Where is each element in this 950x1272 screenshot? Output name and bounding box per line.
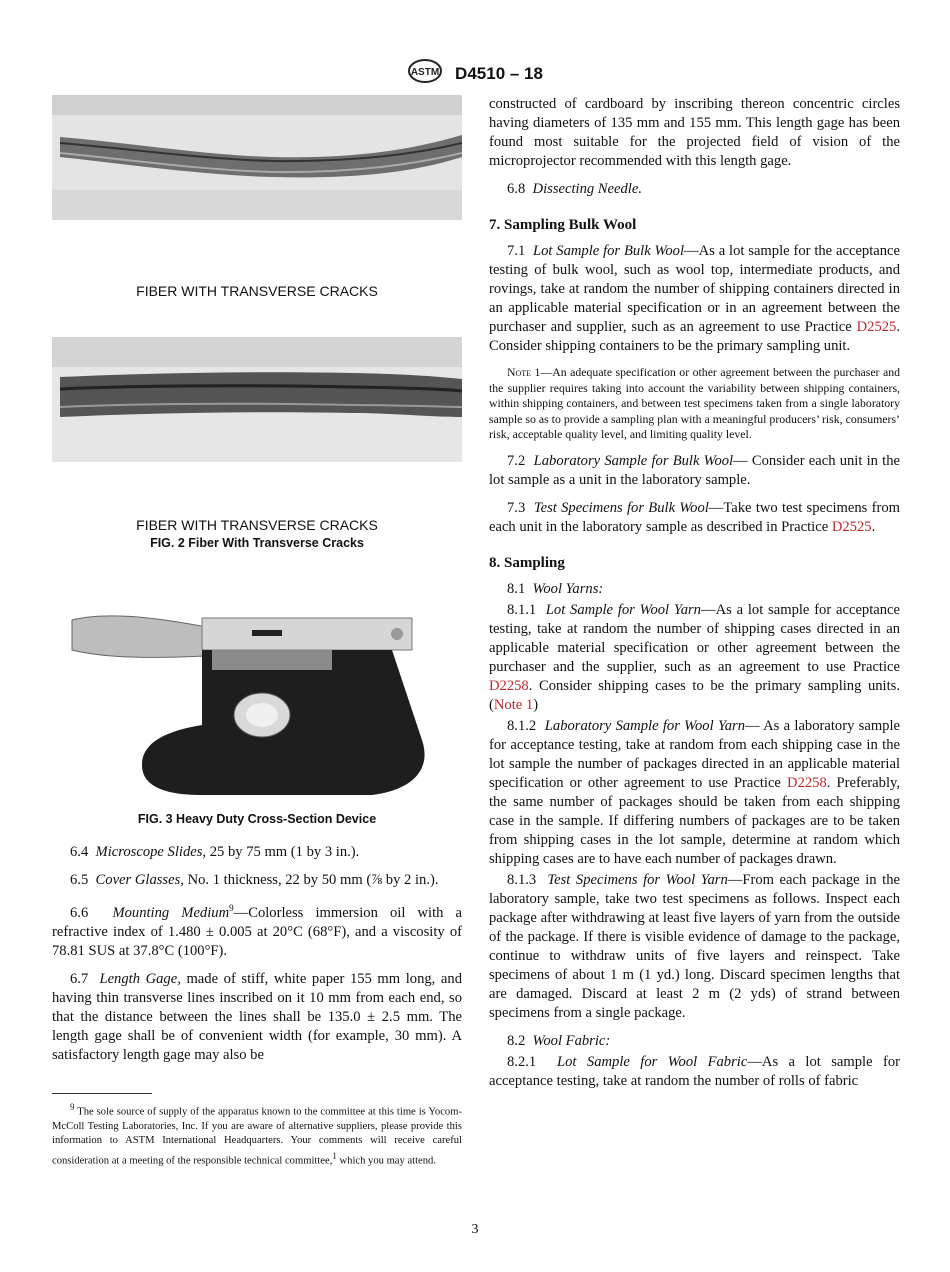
para-7-3: 7.3 Test Specimens for Bulk Wool—Take two test specimens from each unit in the laboratory sample as described in Practice D2525.	[489, 499, 900, 535]
para-8-2: 8.2 Wool Fabric:	[507, 1032, 611, 1049]
section-7-heading: 7. Sampling Bulk Wool	[489, 217, 637, 233]
svg-text:ASTM: ASTM	[410, 67, 440, 78]
page-header	[0, 58, 950, 89]
left-column	[52, 95, 462, 1169]
fiber-image-top	[52, 95, 462, 220]
link-d2525[interactable]: D2525	[856, 319, 897, 335]
note-1: Note 1—An adequate specification or other agreement between the purchaser and the supplier requires taking into account the variability between shipping containers, within shipping containers, and between test specimens taken from a single laboratory sample so as to provide a sampling plan with a meaningful producers’ risk, consumers’ risk, acceptable quality level, and limiting quality level.	[489, 365, 900, 441]
link-d2525-2[interactable]: D2525	[831, 518, 872, 535]
para-6-4: 6.4 Microscope Slides, 25 by 75 mm (1 by 3 in.).	[70, 844, 360, 860]
astm-logo-icon	[407, 58, 443, 89]
para-7-2: 7.2 Laboratory Sample for Bulk Wool— Consider each unit in the lot sample as a unit in the laboratory sample.	[489, 452, 900, 488]
para-8-1-1: 8.1.1 Lot Sample for Wool Yarn—As a lot sample for acceptance testing, take at random the number of shipping cases directed in an applicable material specification or other agreement between the purchaser and the supplier, such as an agreement to use Practice D2258. Consider shipping cases to be the primary sampling units. (Note 1)	[489, 601, 900, 713]
para-6-6: 6.6 Mounting Medium$^9$—Colorless immersion oil with a refractive index of 1.480 ± 0.005 at 20°C (68°F), and a viscosity of 78.81 SUS at 37.8°C (100°F).	[52, 903, 462, 959]
fig3-caption: FIG. 3 Heavy Duty Cross-Section Device	[137, 812, 377, 826]
page-number: 3	[471, 1222, 479, 1237]
link-note-1[interactable]: Note 1	[493, 696, 534, 713]
fiber-image-bottom	[52, 337, 462, 462]
footnote-9: $^9$ The sole source of supply of the apparatus known to the committee at this time is Yocom-McColl Testing Laboratories, Inc. If you are aware of alternative suppliers, please provide this information to ASTM International Headquarters. Your comments will receive careful consideration at a meeting of the responsible technical committee,$^1$ which you may attend.	[52, 1101, 462, 1167]
fig2-caption: FIG. 2 Fiber With Transverse Cracks	[150, 536, 364, 550]
para-8-1-2: 8.1.2 Laboratory Sample for Wool Yarn— As a laboratory sample for acceptance testing, take at random from each shipping case in the lot sample the number of packages directed in an applicable material specification or other agreement to use Practice D2258. Preferably, the same number of packages should be taken from each shipping case in the sample. If differing numbers of packages are to be taken from shipping cases in the lot sample, determine at random which shipping cases are to have each number of packages drawn.	[489, 717, 901, 867]
link-d2258[interactable]: D2258	[489, 677, 529, 694]
para-8-2-1: 8.2.1 Lot Sample for Wool Fabric—As a lot sample for acceptance testing, take at random the number of rolls of fabric	[489, 1053, 900, 1089]
para-7-1: 7.1 Lot Sample for Bulk Wool—As a lot sample for the acceptance testing of bulk wool, such as wool top, intermediate products, and rovings, take at random the number of shipping containers directed in an applicable material specification or in an agreement between the purchaser and supplier, such as an agreement to use Practice D2525. Consider shipping containers to be the primary sampling unit.	[489, 243, 901, 354]
para-8-1-3: 8.1.3 Test Specimens for Wool Yarn—From each package in the laboratory sample, take two test specimens as follows. Inspect each package after withdrawing at least five layers of yarn from the outside of the package. If there is visible evidence of damage to the package, continue to withdraw units of five layers and reinspect. Take specimens of about 1 m (1 yd.) long. Discard specimen lengths that are damaged. Discard at least 2 m (2 yds) of strand between specimens from a single package.	[489, 871, 900, 1021]
para-8-1: 8.1 Wool Yarns:	[507, 580, 604, 597]
fig2-label-a: FIBER WITH TRANSVERSE CRACKS	[136, 283, 378, 299]
document-id: D4510 – 18	[455, 63, 543, 83]
footnote-rule	[52, 1093, 152, 1094]
para-6-8: 6.8 Dissecting Needle.	[507, 181, 642, 197]
link-d2258-2[interactable]: D2258	[787, 774, 827, 791]
right-column	[489, 95, 900, 1100]
cross-section-device-image	[52, 590, 462, 805]
section-8-heading: 8. Sampling	[489, 554, 565, 571]
para-6-7-continued: constructed of cardboard by inscribing thereon concentric circles having diameters of 135 mm and 155 mm. This length gage has been found most suitable for the projected field of vision of the microprojector recommended with this length gage.	[489, 96, 900, 169]
para-6-5: 6.5 Cover Glasses, No. 1 thickness, 22 by 50 mm (⅞ by 2 in.).	[70, 872, 439, 888]
fig2-label-b: FIBER WITH TRANSVERSE CRACKS	[136, 517, 378, 533]
para-6-7: 6.7 Length Gage, made of stiff, white paper 155 mm long, and having thin transverse lines inscribed on it 10 mm from each end, so that the distance between the lines shall be 135.0 ± 2.5 mm. The length gage shall be of convenient width (for example, 30 mm). A satisfactory length gage may also be	[52, 970, 463, 1063]
